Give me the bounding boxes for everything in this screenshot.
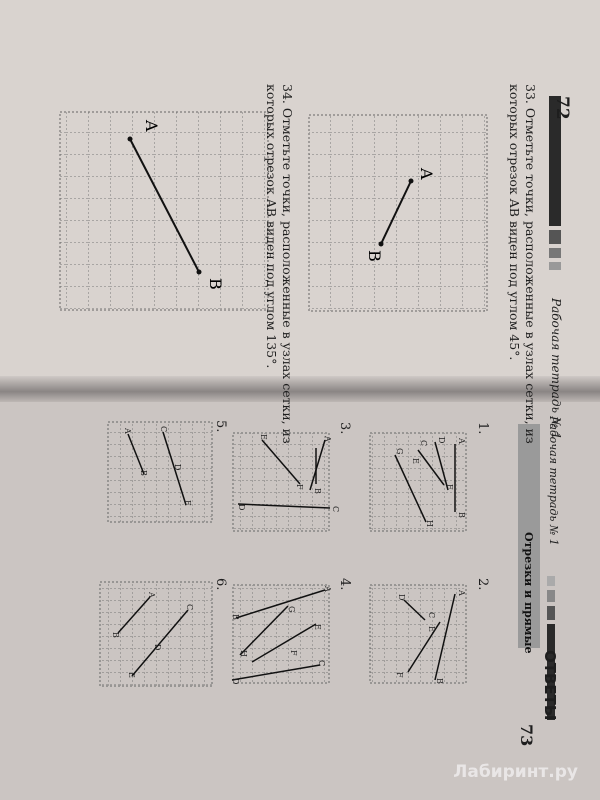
- a4-label-d: D: [231, 678, 240, 685]
- answer-5-figure: [108, 422, 212, 522]
- answer-3-figure: [233, 433, 330, 531]
- task34-label-a: A: [142, 120, 161, 132]
- answer-6-number: 6.: [213, 578, 228, 591]
- task33-point-b: [379, 242, 384, 247]
- task34-text-line1: 34. Отметьте точки, расположенные в узлах сетки, из: [280, 84, 295, 444]
- right-page-number: 73: [517, 724, 536, 747]
- section-title: Отрезки и прямые: [522, 532, 535, 654]
- a1-label-d: D: [437, 437, 446, 444]
- a2-label-d: D: [397, 594, 406, 601]
- task33-label-a: A: [417, 168, 436, 180]
- a3-label-c: C: [331, 506, 340, 513]
- a4-label-c: C: [317, 660, 326, 667]
- a4-label-g: G: [287, 606, 296, 613]
- a2-label-a: A: [457, 590, 466, 596]
- task33-label-b: B: [365, 250, 384, 262]
- answer-4-number: 4.: [337, 578, 352, 591]
- a5-label-c: C: [159, 426, 168, 433]
- a1-label-h: H: [425, 520, 434, 527]
- a5-label-e: E: [183, 500, 192, 506]
- task33-grid: [309, 115, 487, 311]
- left-page-number: 72: [552, 96, 572, 120]
- a6-label-c: C: [185, 604, 194, 611]
- a2-label-f: F: [395, 672, 404, 678]
- watermark: Лабиринт.ру: [453, 762, 578, 782]
- answer-1-figure: [370, 433, 466, 531]
- a6-label-e: E: [127, 672, 136, 678]
- a4-label-f: F: [289, 650, 298, 656]
- a6-label-d: D: [153, 644, 162, 651]
- answer-2-figure: [370, 585, 466, 683]
- answer-4-figure: [232, 585, 329, 683]
- a3-label-d: D: [237, 504, 246, 511]
- task33-text-line2: которых отрезок AB виден под углом 45°.: [507, 84, 522, 361]
- left-running-head: Рабочая тетрадь № 1: [549, 298, 563, 440]
- a1-label-a: A: [457, 438, 466, 444]
- a4-label-a: A: [323, 586, 332, 592]
- a3-label-e: E: [259, 434, 268, 440]
- task34-point-b: [197, 270, 202, 275]
- a4-label-h: H: [239, 650, 248, 657]
- answer-2-number: 2.: [475, 578, 490, 591]
- answer-3-number: 3.: [337, 422, 352, 435]
- a2-label-c: C: [427, 612, 436, 619]
- a5-label-a: A: [123, 428, 132, 434]
- task33-point-a: [409, 179, 414, 184]
- a3-label-a: A: [323, 436, 332, 442]
- a3-label-b: B: [313, 488, 322, 494]
- a1-label-f: F: [445, 484, 454, 490]
- a4-label-b: B: [231, 614, 240, 620]
- task34-label-b: B: [206, 278, 225, 290]
- a5-label-d: D: [173, 464, 182, 471]
- left-header-band: [549, 96, 561, 270]
- a6-label-a: A: [147, 592, 156, 598]
- answers-title: ОТВЕТЫ: [541, 650, 559, 721]
- a1-label-c: C: [419, 440, 428, 447]
- a6-label-b: B: [111, 632, 120, 638]
- a1-label-e: E: [411, 458, 420, 464]
- task34-text-line2: которых отрезок AB виден под углом 135°.: [264, 84, 279, 369]
- answer-1-number: 1.: [475, 422, 490, 435]
- task33-text-line1: 33. Отметьте точки, расположенные в узлах сетки, из: [523, 84, 538, 444]
- right-running-head: Рабочая тетрадь № 1: [547, 416, 560, 546]
- a3-label-f: F: [295, 484, 304, 490]
- a5-label-b: B: [139, 470, 148, 476]
- a1-label-g: G: [395, 448, 404, 455]
- a2-label-b: B: [435, 678, 444, 684]
- a4-label-e: E: [313, 624, 322, 630]
- a1-label-b: B: [457, 512, 466, 518]
- task34-point-a: [128, 137, 133, 142]
- task34-grid: [60, 112, 268, 310]
- answer-5-number: 5.: [213, 420, 228, 433]
- a2-label-e: E: [427, 626, 436, 632]
